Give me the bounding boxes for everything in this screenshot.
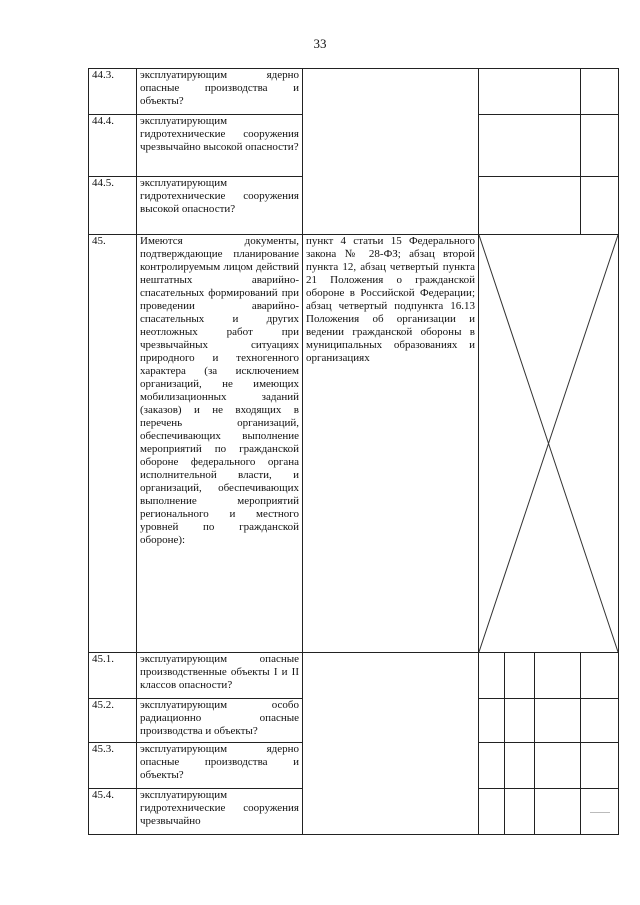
note-cell bbox=[581, 177, 619, 235]
note-cell bbox=[581, 743, 619, 789]
item-question: эксплуатирующим гидротехнические сооружения чрезвычайно высокой опасности? bbox=[137, 115, 303, 177]
not-applicable-cross bbox=[479, 235, 619, 653]
note-cell bbox=[581, 115, 619, 177]
checklist-table bbox=[88, 68, 619, 835]
scan-artifact bbox=[590, 812, 610, 813]
cross-lines bbox=[479, 235, 618, 652]
na-cell bbox=[535, 653, 581, 699]
no-cell bbox=[505, 653, 535, 699]
yes-cell bbox=[479, 699, 505, 743]
note-cell bbox=[581, 699, 619, 743]
no-cell bbox=[505, 699, 535, 743]
note-cell bbox=[581, 69, 619, 115]
item-question: эксплуатирующим ядерно опасные производства и объекты? bbox=[137, 743, 303, 789]
no-cell bbox=[505, 743, 535, 789]
item-number: 45.1. bbox=[89, 653, 137, 699]
yes-cell bbox=[479, 653, 505, 699]
item-question: Имеются документы, подтверждающие планирование контролируемым лицом действий нештатных аварийно-спасательных формирований при проведении аварийно-спасательных и других неотложных работ при чрезвычайных ситуациях природного и техногенного характера (за исключением организаций, не имеющих мобилизационных заданий (заказов) и не входящих в перечень организаций, обеспечивающих выполнение мероприятий по гражданской обороне федерального органа исполнительной власти, и организаций, обеспечивающих выполнение мероприятий регионального и местного уровней по гражданской обороне): bbox=[137, 235, 303, 653]
item-number: 45. bbox=[89, 235, 137, 653]
item-number: 45.3. bbox=[89, 743, 137, 789]
note-cell bbox=[581, 653, 619, 699]
item-number: 45.2. bbox=[89, 699, 137, 743]
table-row bbox=[89, 235, 619, 653]
item-number: 44.4. bbox=[89, 115, 137, 177]
table-row bbox=[89, 653, 619, 699]
page-number: 33 bbox=[313, 36, 327, 51]
item-question: эксплуатирующим опасные производственные объекты I и II классов опасности? bbox=[137, 653, 303, 699]
no-cell bbox=[505, 789, 535, 835]
item-number: 44.5. bbox=[89, 177, 137, 235]
yes-cell bbox=[479, 743, 505, 789]
na-cell bbox=[535, 789, 581, 835]
na-cell bbox=[535, 743, 581, 789]
na-cell bbox=[535, 699, 581, 743]
answer-cell bbox=[479, 177, 581, 235]
item-question: эксплуатирующим гидротехнические сооружения чрезвычайно bbox=[137, 789, 303, 835]
legal-reference bbox=[303, 653, 479, 835]
answer-cell bbox=[479, 115, 581, 177]
item-number: 44.3. bbox=[89, 69, 137, 115]
answer-cell bbox=[479, 69, 581, 115]
item-question: эксплуатирующим гидротехнические сооружения высокой опасности? bbox=[137, 177, 303, 235]
yes-cell bbox=[479, 789, 505, 835]
legal-reference bbox=[303, 69, 479, 235]
item-number: 45.4. bbox=[89, 789, 137, 835]
table-row bbox=[89, 69, 619, 115]
legal-reference: пункт 4 статьи 15 Федерального закона № 28-ФЗ; абзац второй пункта 12, абзац четвертый пункта 21 Положения о гражданской обороне в Российской Федерации; абзац четвертый подпункта 16.13 Положения об организации и ведении гражданской обороны в муниципальных образованиях и организациях bbox=[303, 235, 479, 653]
item-question: эксплуатирующим ядерно опасные производства и объекты? bbox=[137, 69, 303, 115]
item-question: эксплуатирующим особо радиационно опасные производства и объекты? bbox=[137, 699, 303, 743]
